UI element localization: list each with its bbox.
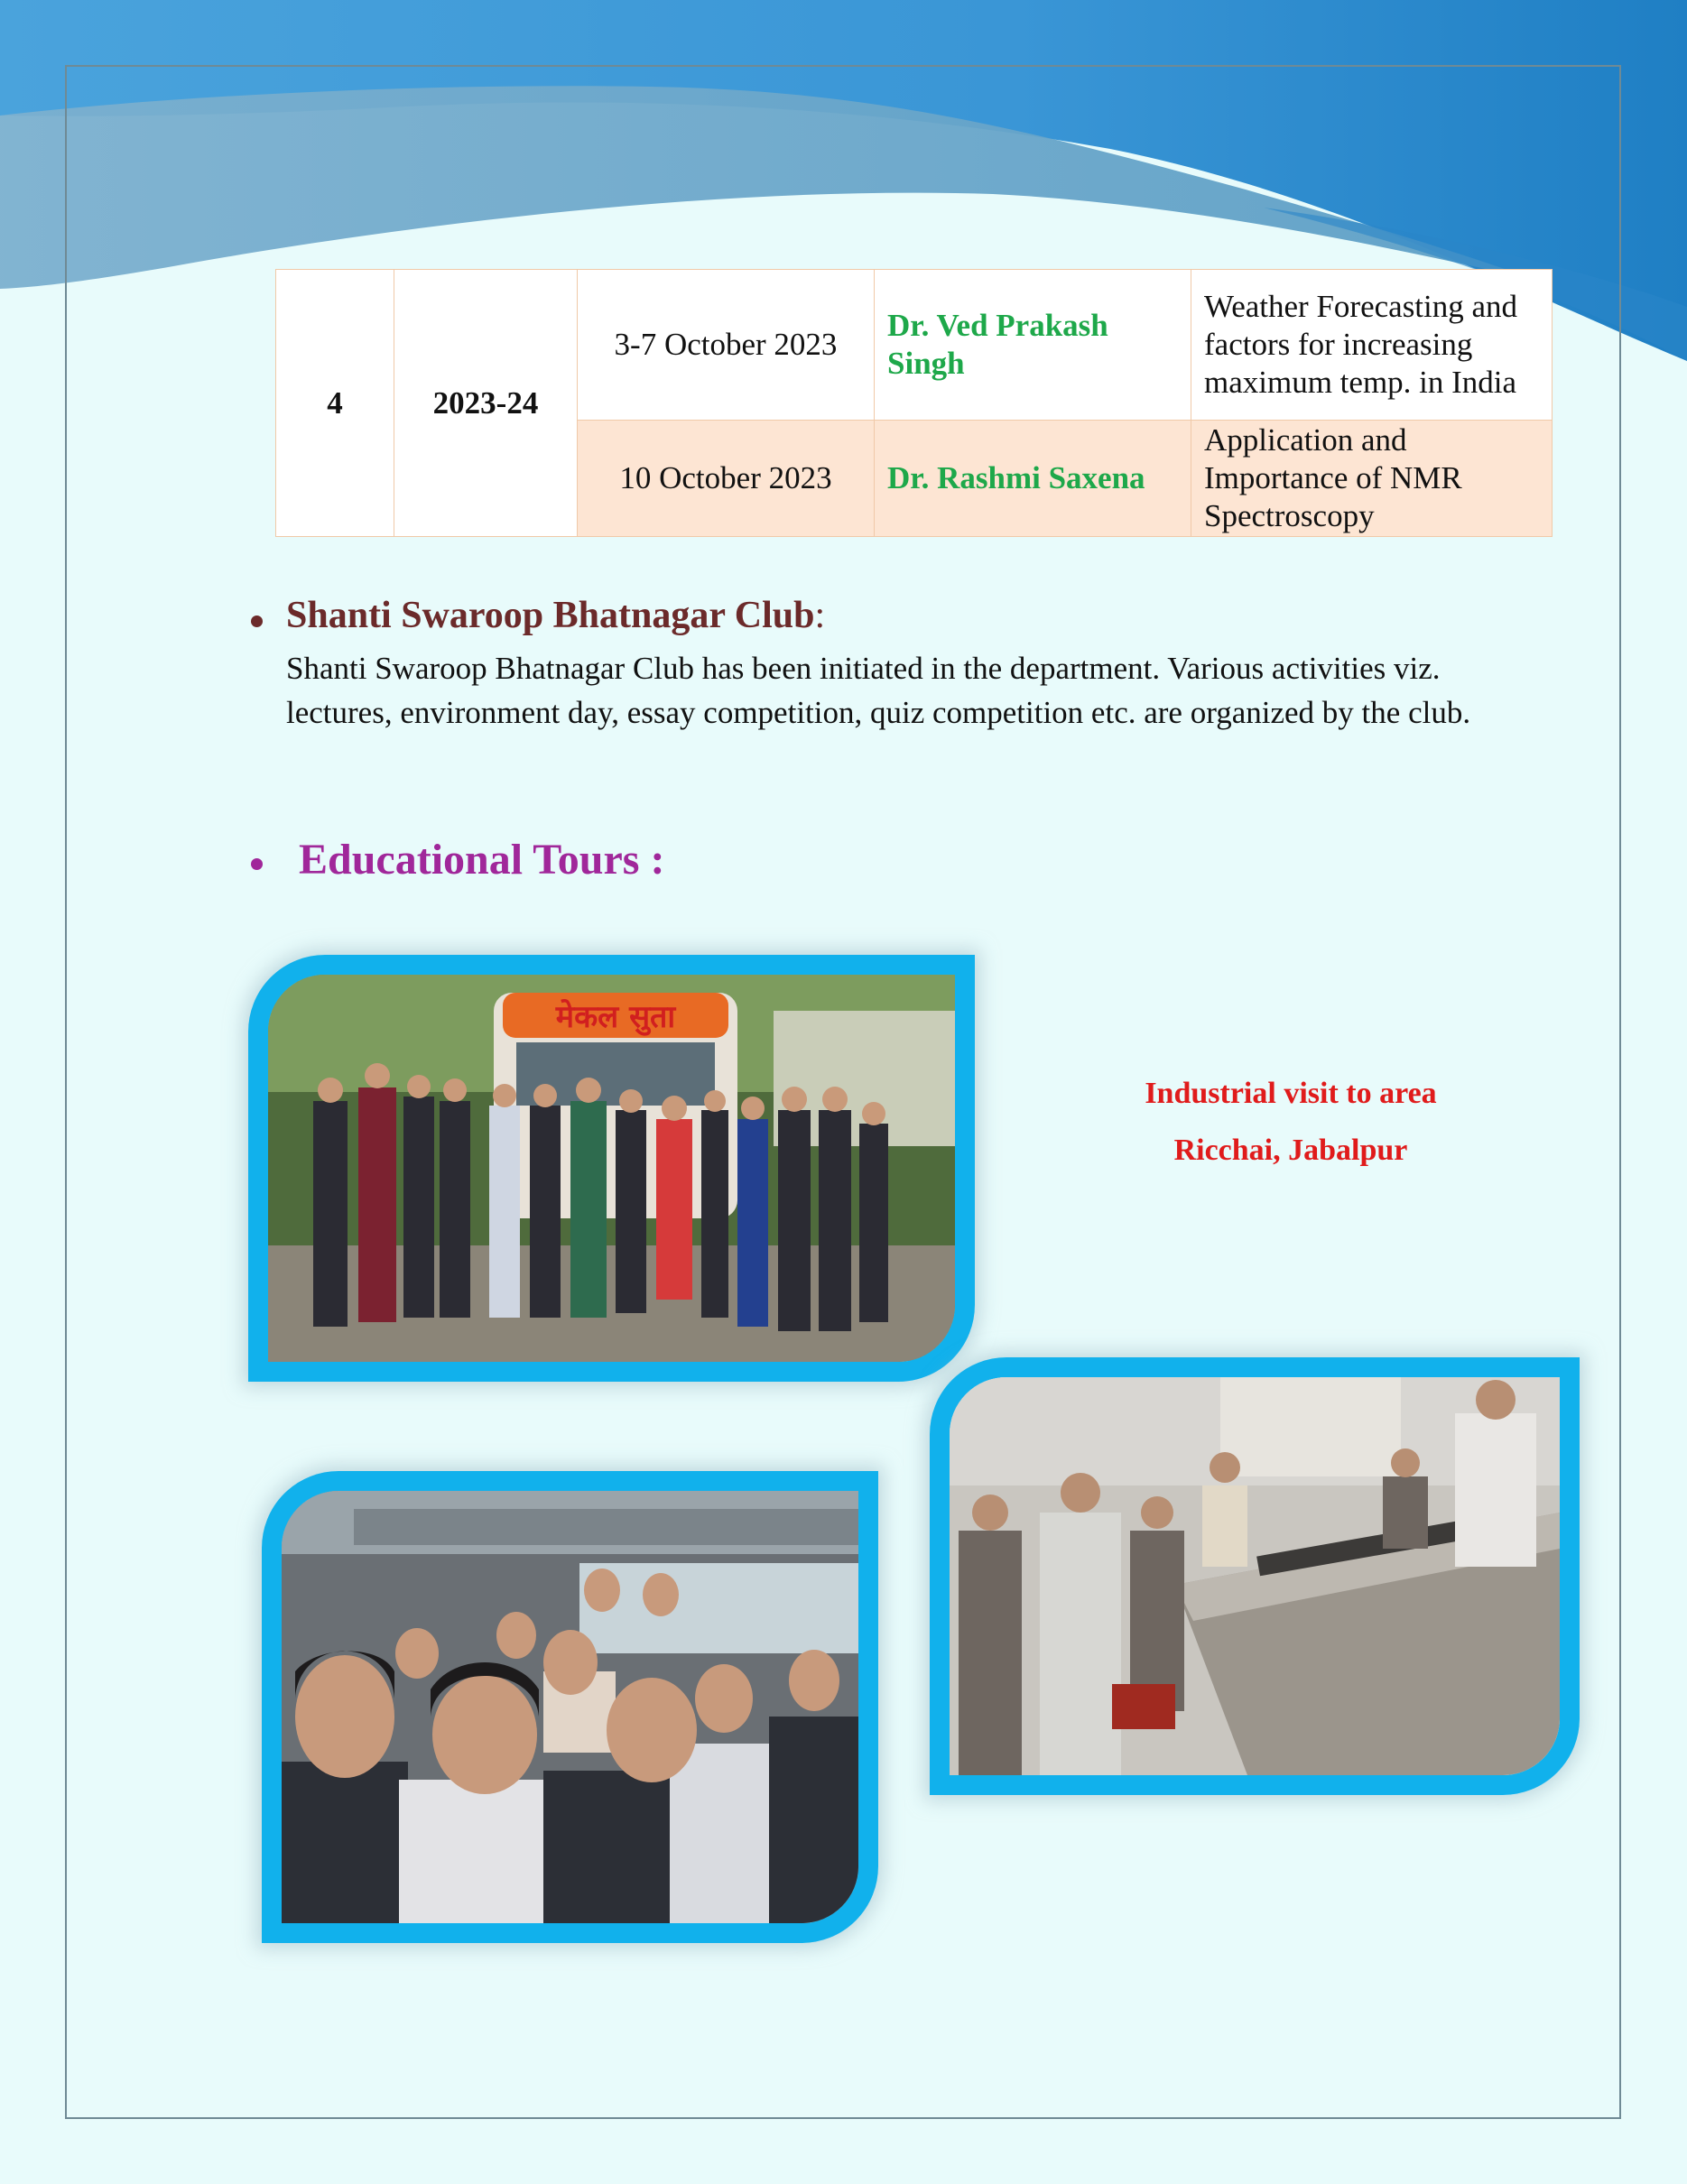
- date-cell: 3-7 October 2023: [578, 270, 875, 421]
- club-description: Shanti Swaroop Bhatnagar Club has been initiated in the department. Various activities viz. lectures, environment day, essay competition, quiz competition etc. are organized by the club.: [286, 651, 1471, 730]
- table-row: [276, 270, 1553, 421]
- speaker-name-cell: Dr. Ved Prakash Singh: [875, 270, 1191, 421]
- club-bullet-icon: [251, 615, 263, 627]
- industrial-visit-photo: [930, 1357, 1580, 1795]
- topic-cell: Weather Forecasting and factors for increasing maximum temp. in India: [1191, 270, 1553, 421]
- industrial-visit-caption: [1047, 1065, 1534, 1179]
- club-heading: [286, 594, 825, 637]
- seminar-table: [275, 269, 1553, 537]
- speaker-name-cell: Dr. Rashmi Saxena: [875, 421, 1191, 537]
- topic-cell: Application and Importance of NMR Spectroscopy: [1191, 421, 1553, 537]
- group-photo-bus: [248, 955, 975, 1382]
- club-title: Shanti Swaroop Bhatnagar Club: [286, 595, 815, 636]
- club-title-colon: :: [814, 595, 826, 636]
- caption-line-2: Ricchai, Jabalpur: [1173, 1134, 1408, 1167]
- session-year-cell: 2023-24: [394, 270, 578, 537]
- date-cell: 10 October 2023: [578, 421, 875, 537]
- serial-number-cell: 4: [276, 270, 394, 537]
- tours-bullet-icon: [251, 858, 263, 870]
- tours-heading: Educational Tours :: [299, 836, 665, 884]
- bus-destination-text: मेकल सुता: [555, 999, 676, 1035]
- caption-line-1: Industrial visit to area: [1145, 1077, 1437, 1110]
- students-in-bus-photo: [262, 1471, 878, 1943]
